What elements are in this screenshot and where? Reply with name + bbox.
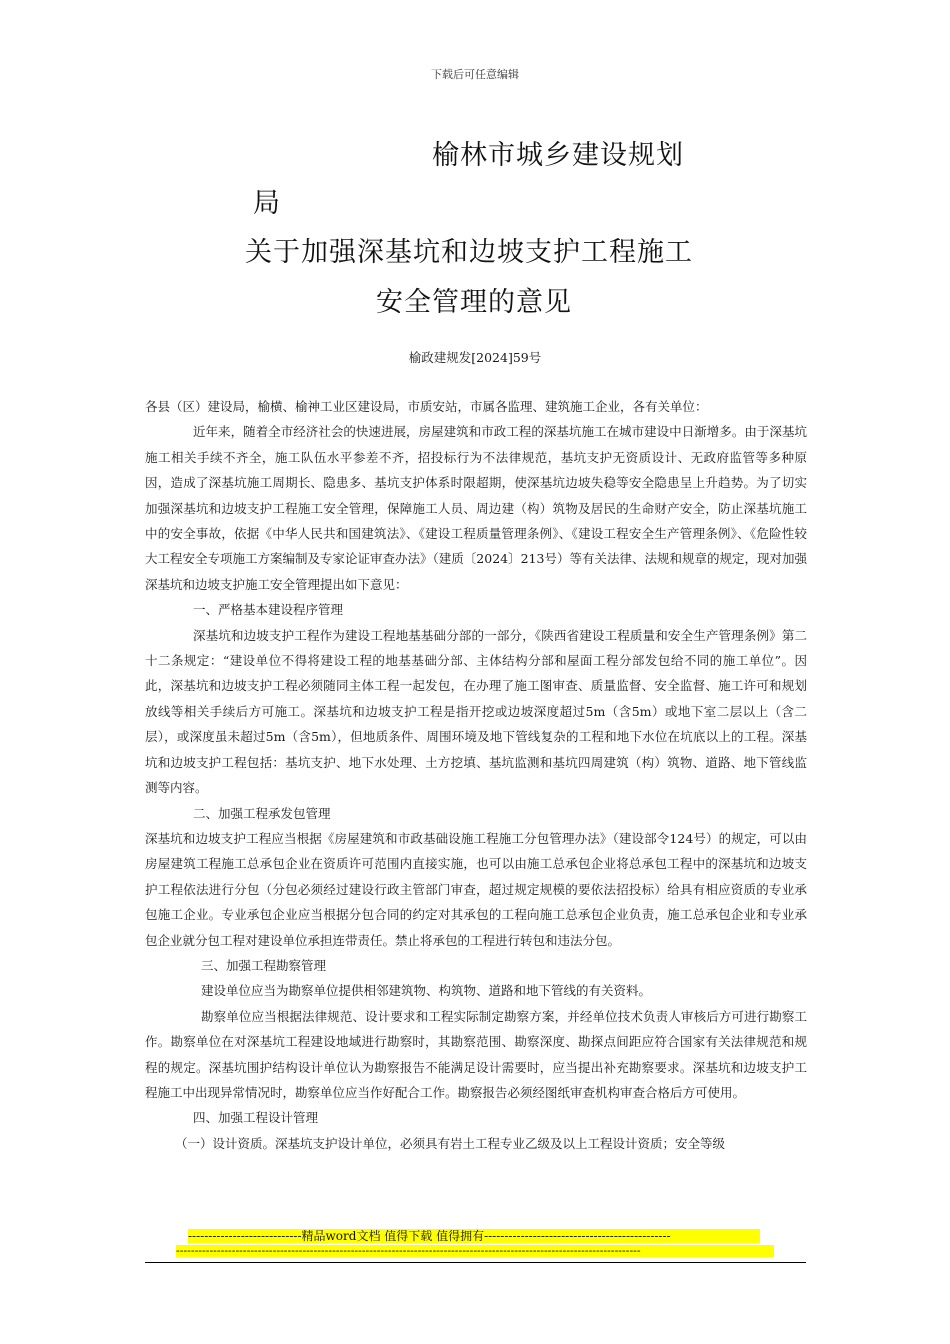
section-2-paragraph: 深基坑和边坡支护工程应当根据《房屋建筑和市政基础设施工程施工分包管理办法》（建设部令124号）的规定，可以由房屋建筑工程施工总承包企业在资质许可范围内直接实施，也可以由施工总承包企业将总承包工程中的深基坑和边坡支护工程依法进行分包（分包必须经过建设行政主管部门审查，超过规定规模的要依法招投标）给具有相应资质的专业承包施工企业。专业承包企业应当根据分包合同的约定对其承包的工程向施工总承包企业负责，施工总承包企业和专业承包企业就分包工程对建设单位承担连带责任。禁止将承包的工程进行转包和违法分包。 [145, 830, 807, 948]
footer-banner-line-2: ----------------------------------------------------------------------------------------------------------------------------- [176, 1245, 774, 1257]
addressee-paragraph: 各县（区）建设局，榆横、榆神工业区建设局，市质安站，市属各监理、建筑施工企业，各有关单位： [145, 399, 708, 414]
title-line-3: 关于加强深基坑和边坡支护工程施工 [245, 237, 693, 268]
section-heading-4: 四、加强工程设计管理 [193, 1110, 319, 1126]
section-heading-1: 一、严格基本建设程序管理 [193, 602, 344, 618]
section-heading-3: 三、加强工程勘察管理 [201, 957, 327, 973]
header-note: 下载后可任意编辑 [431, 68, 519, 81]
intro-paragraph: 近年来，随着全市经济社会的快速进展，房屋建筑和市政工程的深基坑施工在城市建设中日渐增多。由于深基坑施工相关手续不齐全，施工队伍水平参差不齐，招投标行为不法律规范，基坑支护无资质设计、无政府监管等多种原因，造成了深基坑施工周期长、隐患多、基坑支护体系时限超期，使深基坑边坡失稳等安全隐患呈上升趋势。为了切实加强深基坑和边坡支护工程施工安全管理，保障施工人员、周边建（构）筑物及居民的生命财产安全，防止深基坑施工中的安全事故，依据《中华人民共和国建筑法》、《建设工程质量管理条例》、《建设工程安全生产管理条例》、《危险性较大工程安全专项施工方案编制及专家论证审查办法》（建质〔2024〕213号）等有关法律、法规和规章的规定，现对加强深基坑和边坡支护施工安全管理提出如下意见： [145, 424, 807, 592]
title-line-1: 榆林市城乡建设规划 [432, 140, 684, 171]
footer-banner-line-1: ----------------------------精品word文档 值得下载 值得拥有---------------------------------------------- [188, 1229, 760, 1243]
section-4-paragraph-1: （一）设计资质。深基坑支护设计单位，必须具有岩土工程专业乙级及以上工程设计资质；安全等级 [175, 1135, 726, 1151]
document-number: 榆政建规发[2024]59号 [408, 350, 542, 365]
section-heading-2: 二、加强工程承发包管理 [193, 805, 331, 821]
footer-rule [145, 1262, 806, 1263]
title-line-4: 安全管理的意见 [376, 287, 572, 318]
section-3-paragraph-2: 勘察单位应当根据法律规范、设计要求和工程实际制定勘察方案，并经单位技术负责人审核后方可进行勘察工作。勘察单位在对深基坑工程建设地域进行勘察时，其勘察范围、勘察深度、勘探点间距应符合国家有关法律规范和规程的规定。深基坑围护结构设计单位认为勘察报告不能满足设计需要时，应当提出补充勘察要求。深基坑和边坡支护工程施工中出现异常情况时，勘察单位应当作好配合工作。勘察报告必须经图纸审查机构审查合格后方可使用。 [145, 1008, 807, 1100]
document-body [145, 394, 807, 1156]
section-1-paragraph: 深基坑和边坡支护工程作为建设工程地基基础分部的一部分，《陕西省建设工程质量和安全生产管理条例》第二十二条规定：“建设单位不得将建设工程的地基基础分部、主体结构分部和屋面工程分部发包给不同的施工单位”。因此，深基坑和边坡支护工程必须随同主体工程一起发包，在办理了施工图审查、质量监督、安全监督、施工许可和规划放线等相关手续后方可施工。深基坑和边坡支护工程是指开挖或边坡深度超过5m（含5m）或地下室二层以上（含二层），或深度虽未超过5m（含5m），但地质条件、周围环境及地下管线复杂的工程和地下水位在坑底以上的工程。深基坑和边坡支护工程包括：基坑支护、地下水处理、土方挖填、基坑监测和基坑四周建筑（构）筑物、道路、地下管线监测等内容。 [145, 627, 807, 796]
title-line-2: 局 [253, 188, 281, 219]
section-3-paragraph-1: 建设单位应当为勘察单位提供相邻建筑物、构筑物、道路和地下管线的有关资料。 [201, 983, 652, 999]
